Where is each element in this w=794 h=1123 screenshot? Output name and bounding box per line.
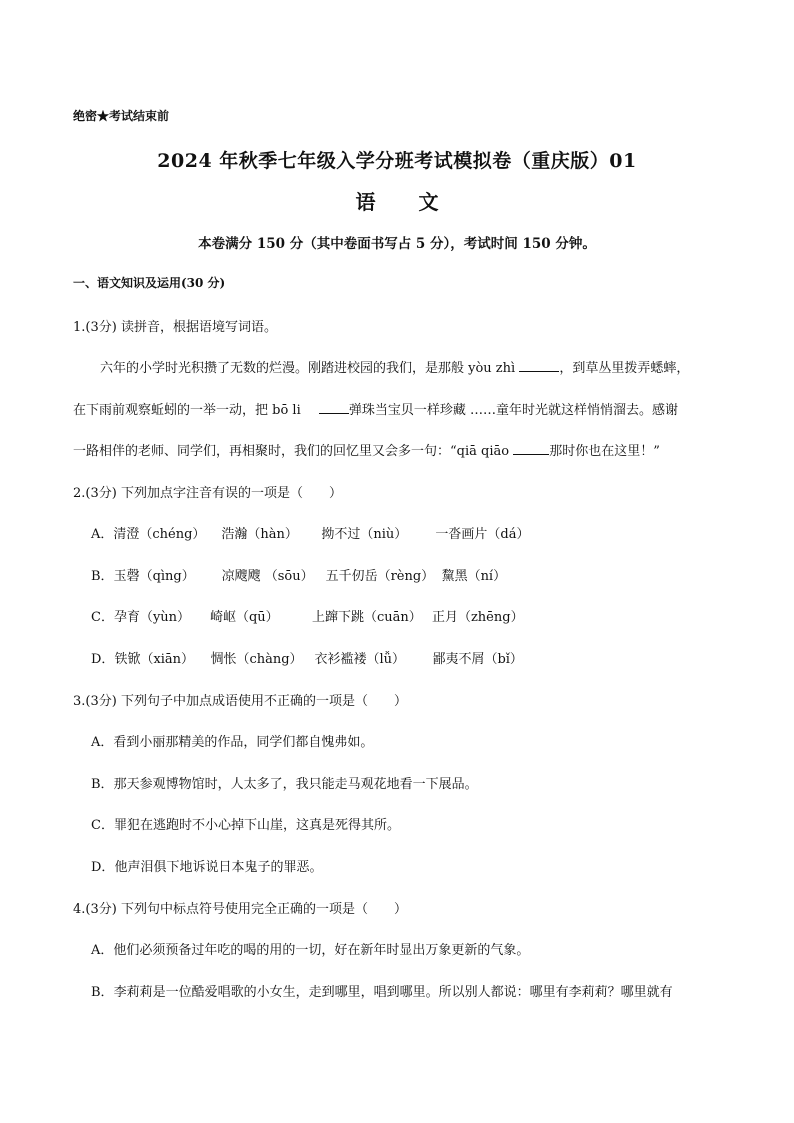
q3-stem: 3.(3分) 下列句子中加点成语使用不正确的一项是（ ）	[73, 694, 407, 709]
option-item: 鄙夷不屑（bǐ）	[432, 652, 523, 667]
option-letter: D．	[91, 652, 115, 667]
q2-option-b[interactable]	[91, 565, 506, 584]
q1-text: ，到草丛里拨弄蟋蟀，	[559, 361, 690, 376]
option-text: 那天参观博物馆时，人太多了，我只能走马观花地看一下展品。	[113, 777, 478, 792]
q4-option-a[interactable]	[91, 939, 529, 958]
answer-blank[interactable]	[513, 442, 549, 455]
q1-paragraph-line1	[100, 357, 689, 376]
option-item: 清澄（chéng）	[113, 527, 206, 542]
option-text: 罪犯在逃跑时不小心掉下山崖，这真是死得其所。	[113, 818, 400, 833]
option-item: 玉磬（qìng）	[113, 569, 195, 584]
option-item: 黧黑（ní）	[441, 569, 507, 584]
option-item: 五千仞岳（rèng）	[325, 569, 435, 584]
q1-text: 那时你也在这里！”	[549, 444, 660, 459]
answer-blank[interactable]	[319, 401, 349, 414]
q3-option-b[interactable]	[91, 773, 478, 792]
option-item: 正月（zhēng）	[431, 610, 524, 625]
q2-stem: 2.(3分) 下列加点字注音有误的一项是（ ）	[73, 486, 342, 501]
confidential-label: 绝密★考试结束前	[73, 109, 170, 123]
subject-title: 语 文	[355, 190, 457, 214]
q3-option-a[interactable]	[91, 731, 373, 750]
option-item: 一沓画片（dá）	[435, 527, 530, 542]
option-letter: A．	[91, 735, 114, 750]
q4-option-b[interactable]	[91, 981, 673, 1000]
section-heading: 一、语文知识及运用(30 分)	[73, 276, 226, 290]
option-letter: B．	[91, 777, 114, 792]
exam-note: 本卷满分 150 分（其中卷面书写占 5 分），考试时间 150 分钟。	[198, 236, 596, 252]
option-item: 惆怅（chàng）	[210, 652, 303, 667]
option-letter: B．	[91, 569, 114, 584]
q3-option-c[interactable]	[91, 814, 400, 833]
q1-text: 弹珠当宝贝一样珍藏 ……童年时光就这样悄悄溜去。感谢	[348, 403, 679, 418]
option-letter: B．	[91, 985, 114, 1000]
option-letter: D．	[91, 860, 115, 875]
q1-paragraph-line2	[73, 399, 678, 418]
option-text: 李莉莉是一位酷爱唱歌的小女生，走到哪里，唱到哪里。所以别人都说：哪里有李莉莉？哪里就有	[113, 985, 673, 1000]
option-item: 衣衫褴褛（lǚ）	[314, 652, 405, 667]
option-item: 凉飕飕 （sōu）	[221, 569, 314, 584]
option-letter: C．	[91, 610, 114, 625]
q4-stem: 4.(3分) 下列句中标点符号使用完全正确的一项是（ ）	[73, 902, 407, 917]
q3-option-d[interactable]	[91, 856, 322, 875]
q1-stem: 1.(3分) 读拼音，根据语境写词语。	[73, 320, 277, 335]
option-item: 孕育（yùn）	[113, 610, 191, 625]
option-text: 他声泪俱下地诉说日本鬼子的罪恶。	[114, 860, 323, 875]
answer-blank[interactable]	[519, 359, 559, 372]
q2-option-c[interactable]	[91, 606, 524, 625]
option-text: 他们必须预备过年吃的喝的用的一切，好在新年时显出万象更新的气象。	[113, 943, 530, 958]
option-letter: C．	[91, 818, 114, 833]
q2-option-a[interactable]	[91, 523, 529, 542]
q1-text: 在下雨前观察蚯蚓的一举一动，把 bō li	[73, 403, 305, 418]
option-letter: A．	[91, 527, 114, 542]
option-item: 铁锨（xiān）	[114, 652, 195, 667]
q1-text: 一路相伴的老师、同学们，再相聚时，我们的回忆里又会多一句：“qiā qiāo	[73, 444, 514, 459]
option-text: 看到小丽那精美的作品，同学们都自愧弗如。	[113, 735, 374, 750]
page-title: 2024 年秋季七年级入学分班考试模拟卷（重庆版）01	[157, 150, 637, 172]
option-item: 浩瀚（hàn）	[221, 527, 298, 542]
option-item: 拗不过（niù）	[321, 527, 408, 542]
q1-text: 六年的小学时光积攒了无数的烂漫。刚踏进校园的我们，是那般 yòu zhì	[100, 361, 520, 376]
q1-paragraph-line3	[73, 440, 660, 459]
option-letter: A．	[91, 943, 114, 958]
option-item: 上蹿下跳（cuān）	[311, 610, 422, 625]
q2-option-d[interactable]	[91, 648, 523, 667]
option-item: 崎岖（qū）	[209, 610, 279, 625]
